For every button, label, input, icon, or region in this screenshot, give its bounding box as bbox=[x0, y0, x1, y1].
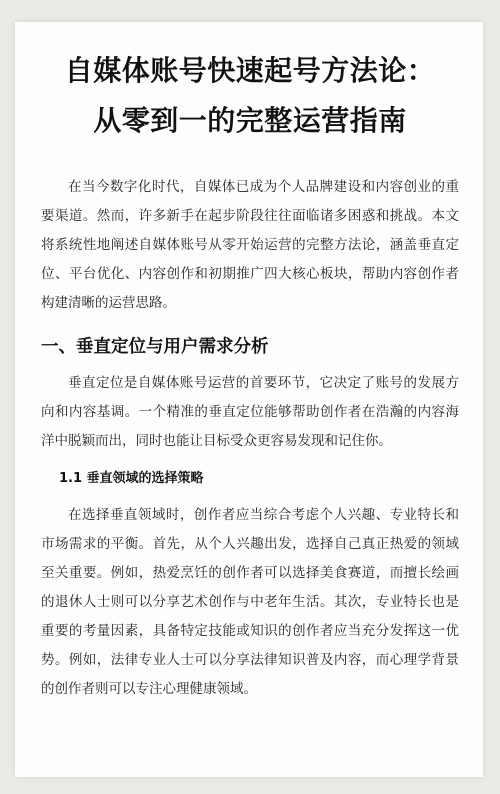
article-title-line-2: 从零到一的完整运营指南 bbox=[93, 104, 407, 137]
subsection-1-1-paragraph: 在选择垂直领域时，创作者应当综合考虑个人兴趣、专业特长和市场需求的平衡。首先，从个人兴趣出发，选择自己真正热爱的领域至关重要。例如，热爱烹饪的创作者可以选择美食赛道，而擅长绘画的退休人士则可以分享艺术创作与中老年生活。其次，专业特长也是重要的考量因素，具备特定技能或知识的创作者应当充分发挥这一优势。例如，法律专业人士可以分享法律知识普及内容，而心理学背景的创作者则可以专注心理健康领域。 bbox=[41, 507, 459, 697]
subsection-1-1-heading: 1.1 垂直领域的选择策略 bbox=[59, 471, 204, 486]
section-1-paragraph: 垂直定位是自媒体账号运营的首要环节，它决定了账号的发展方向和内容基调。一个精准的垂直定位能够帮助创作者在浩瀚的内容海洋中脱颖而出，同时也能让目标受众更容易发现和记住你。 bbox=[41, 375, 459, 449]
article-title-line-1: 自媒体账号快速起号方法论： bbox=[64, 54, 436, 87]
document-page bbox=[15, 22, 483, 777]
section-1-heading: 一、垂直定位与用户需求分析 bbox=[41, 337, 269, 357]
article-title bbox=[41, 46, 459, 146]
intro-paragraph: 在当今数字化时代，自媒体已成为个人品牌建设和内容创业的重要渠道。然而，许多新手在起步阶段往往面临诸多困惑和挑战。本文将系统性地阐述自媒体账号从零开始运营的完整方法论，涵盖垂直定位、平台优化、内容创作和初期推广四大核心板块，帮助内容创作者构建清晰的运营思路。 bbox=[41, 179, 459, 311]
